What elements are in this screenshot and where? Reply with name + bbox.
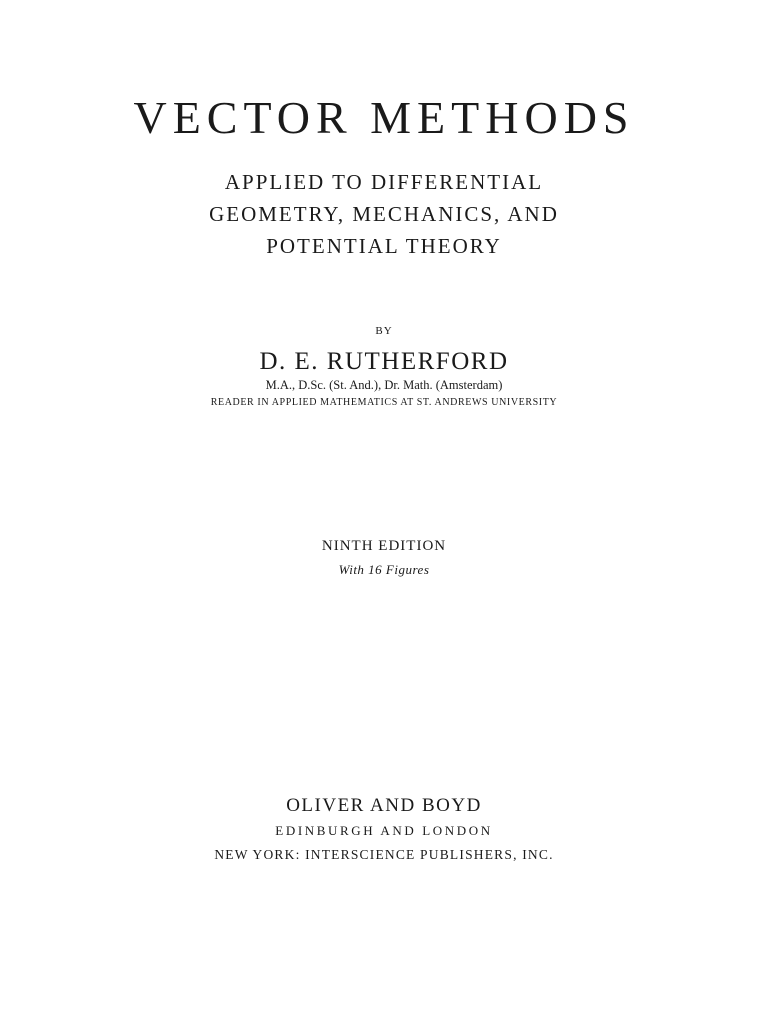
- author-name: D. E. RUTHERFORD: [259, 348, 509, 375]
- co-publisher: NEW YORK: INTERSCIENCE PUBLISHERS, INC.: [214, 847, 554, 862]
- figures-note: With 16 Figures: [338, 562, 430, 577]
- book-title: VECTOR METHODS: [133, 92, 635, 143]
- by-label: BY: [375, 325, 393, 337]
- subtitle-line-3: POTENTIAL THEORY: [266, 234, 502, 258]
- author-position: READER IN APPLIED MATHEMATICS AT ST. ANDREWS UNIVERSITY: [210, 397, 558, 408]
- edition-label: NINTH EDITION: [321, 538, 447, 554]
- publisher-cities: EDINBURGH AND LONDON: [275, 823, 493, 838]
- publisher-name: OLIVER AND BOYD: [286, 795, 482, 816]
- subtitle-line-1: APPLIED TO DIFFERENTIAL: [224, 170, 544, 194]
- subtitle-line-2: GEOMETRY, MECHANICS, AND: [209, 202, 559, 226]
- author-qualifications: M.A., D.Sc. (St. And.), Dr. Math. (Amsterdam): [265, 378, 503, 392]
